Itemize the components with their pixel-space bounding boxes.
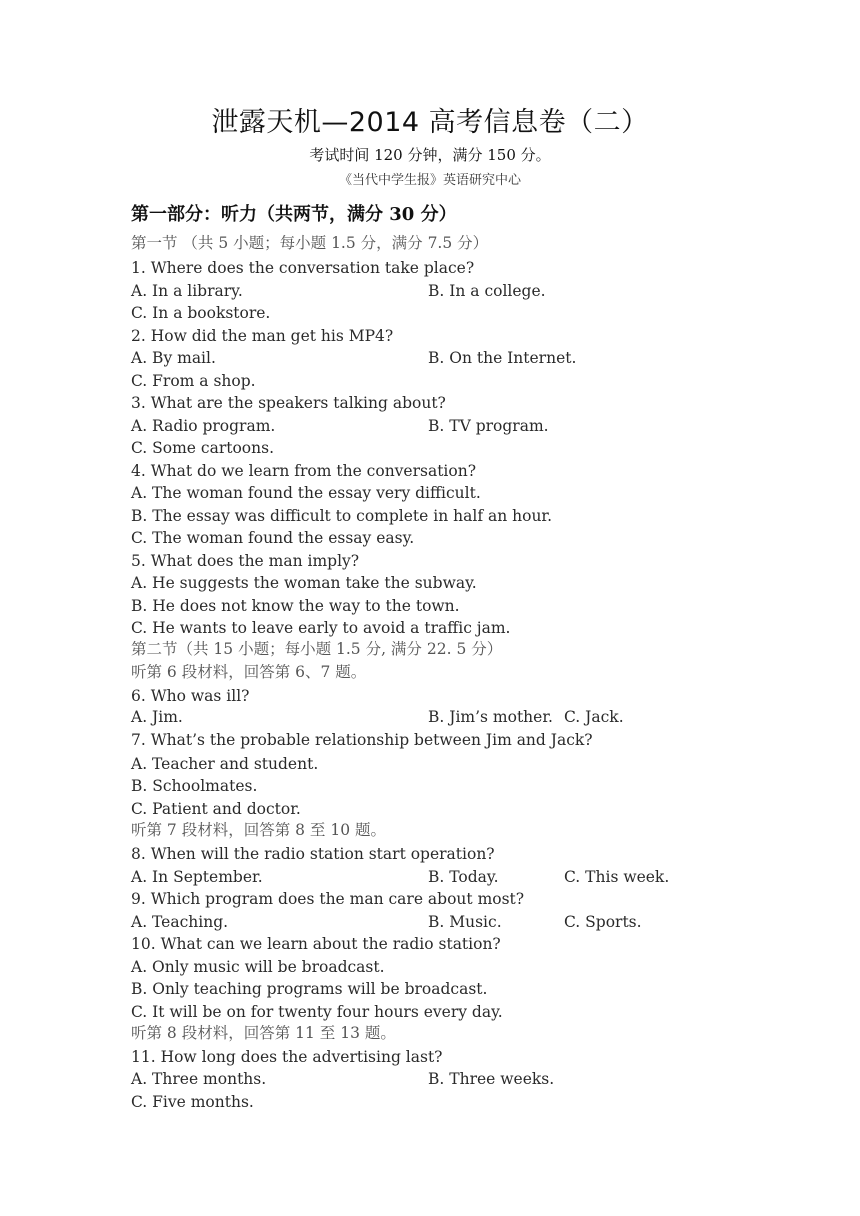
option-a: A. He suggests the woman take the subway. (131, 574, 477, 592)
passage-instruction: 听第 8 段材料，回答第 11 至 13 题。 (131, 1024, 396, 1042)
option-b: B. He does not know the way to the town. (131, 597, 460, 615)
answer-options-row (131, 912, 642, 932)
question-text: 1. Where does the conversation take place? (131, 259, 475, 277)
question-text: 7. What’s the probable relationship between Jim and Jack? (131, 731, 593, 749)
answer-options-row (131, 416, 549, 436)
page-title: 泄露天机—2014 高考信息卷（二） (211, 107, 649, 138)
option-c: C. This week. (564, 868, 670, 886)
question-text: 9. Which program does the man care about most? (131, 890, 525, 908)
option-a: A. Jim. (131, 708, 183, 726)
option-b: B. Jim’s mother. (428, 708, 553, 726)
option-c: C. Sports. (564, 913, 642, 931)
option-a: A. Three months. (131, 1070, 267, 1088)
option-a: A. In September. (131, 868, 263, 886)
question-text: 8. When will the radio station start operation? (131, 845, 495, 863)
option-a: A. Teacher and student. (131, 755, 319, 773)
answer-options-row (131, 867, 670, 887)
passage-instruction: 听第 6 段材料，回答第 6、7 题。 (131, 663, 367, 681)
option-c: C. He wants to leave early to avoid a traffic jam. (131, 619, 511, 637)
option-a: A. In a library. (131, 282, 243, 300)
answer-options-row (131, 281, 546, 301)
option-b: B. In a college. (428, 282, 546, 300)
question-text: 2. How did the man get his MP4? (131, 327, 394, 345)
question-text: 3. What are the speakers talking about? (131, 394, 446, 412)
answer-options-row (131, 348, 577, 368)
section-heading: 第二节（共 15 小题；每小题 1.5 分, 满分 22. 5 分） (131, 640, 503, 658)
option-c: C. In a bookstore. (131, 304, 271, 322)
question-text: 10. What can we learn about the radio station? (131, 935, 501, 953)
option-a: A. The woman found the essay very difficult. (131, 484, 481, 502)
option-b: B. Three weeks. (428, 1070, 555, 1088)
option-b: B. Schoolmates. (131, 777, 258, 795)
option-c: C. It will be on for twenty four hours every day. (131, 1003, 503, 1021)
option-c: C. Some cartoons. (131, 439, 274, 457)
question-text: 6. Who was ill? (131, 687, 250, 705)
option-c: C. Patient and doctor. (131, 800, 301, 818)
question-text: 4. What do we learn from the conversation? (131, 462, 477, 480)
option-b: B. Music. (428, 913, 502, 931)
option-a: A. Only music will be broadcast. (131, 958, 385, 976)
question-text: 5. What does the man imply? (131, 552, 360, 570)
part-heading: 第一部分：听力（共两节，满分 30 分） (131, 204, 457, 225)
option-c: C. From a shop. (131, 372, 256, 390)
option-a: A. By mail. (131, 349, 216, 367)
answer-options-row (131, 1069, 555, 1089)
option-c: C. Jack. (564, 708, 624, 726)
question-text: 11. How long does the advertising last? (131, 1048, 443, 1066)
source-credit: 《当代中学生报》英语研究中心 (338, 173, 521, 188)
section-heading: 第一节 （共 5 小题；每小题 1.5 分，满分 7.5 分） (131, 234, 489, 252)
passage-instruction: 听第 7 段材料，回答第 8 至 10 题。 (131, 821, 387, 839)
option-b: B. Today. (428, 868, 499, 886)
option-a: A. Radio program. (131, 417, 276, 435)
answer-options-row (131, 707, 624, 727)
option-c: C. The woman found the essay easy. (131, 529, 415, 547)
option-b: B. Only teaching programs will be broadcast. (131, 980, 488, 998)
option-c: C. Five months. (131, 1093, 254, 1111)
option-b: B. TV program. (428, 417, 549, 435)
option-a: A. Teaching. (131, 913, 229, 931)
exam-duration-note: 考试时间 120 分钟，满分 150 分。 (309, 146, 551, 164)
option-b: B. The essay was difficult to complete in half an hour. (131, 507, 553, 525)
option-b: B. On the Internet. (428, 349, 577, 367)
